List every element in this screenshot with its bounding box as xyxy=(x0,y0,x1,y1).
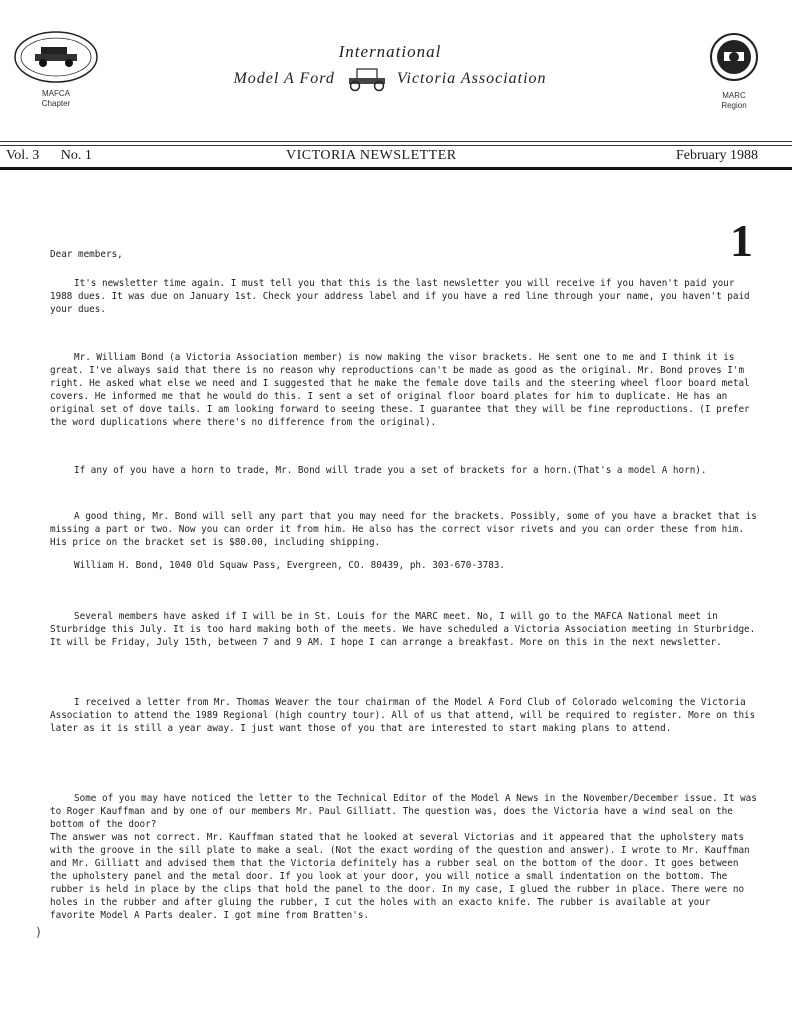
marc-emblem-icon xyxy=(709,30,759,86)
salutation xyxy=(50,248,758,261)
paragraph: It's newsletter time again. I must tell you that this is the last newsletter you will receive if you haven't paid your 1988 dues. It was due on January 1st. Check your address label and if you have a red line through your name, you haven't paid your dues. xyxy=(50,278,750,315)
margin-bracket-mark: ) xyxy=(36,925,41,939)
marc-logo xyxy=(686,30,782,111)
paragraph-dues xyxy=(50,277,758,316)
salutation-text: Dear members, xyxy=(50,249,123,260)
page-number: 1 xyxy=(730,215,753,266)
paragraph: Some of you may have noticed the letter to the Technical Editor of the Model A News in the November/December issue. It was to Roger Kauffman and by one of our members Mr. Paul Gilliatt. The question was, does the Victoria have a wind seal on the bottom of the door? xyxy=(50,793,757,830)
paragraph: Several members have asked if I will be in St. Louis for the MARC meet. No, I will go to the MAFCA National meet in Sturbridge this July. It is too hard making both of the meets. We have scheduled a Victoria Association meeting in Sturbridge. It will be Friday, July 15th, between 7 and 9 AM. I hope I can arrange a breakfast. More on this in the next newsletter. xyxy=(50,611,756,648)
association-title xyxy=(180,42,600,92)
title-line-2-right: Victoria Association xyxy=(396,70,547,87)
newsletter-title: VICTORIA NEWSLETTER xyxy=(286,148,457,163)
paragraph: Mr. William Bond (a Victoria Association member) is now making the visor brackets. He sent one to me and I think it is great. I've always said that there is no reason why reproductions can't be made as good as the original. Mr. Bond proves I'm right. He asked what else we need and I suggested that he make the female dove tails and the steering wheel floor board metal covers. He informed me that he would do this. I sent a set of original floor board plates for him to duplicate. He has an original set of dove tails. I am looking forward to seeing these. I guarantee that they will be fine reproductions. (I prefer the word duplications where there's no difference from the original). xyxy=(50,352,750,428)
car-emblem-icon xyxy=(13,30,99,84)
paragraph-regional-tour xyxy=(50,696,758,735)
right-logo-caption-2: Region xyxy=(721,101,747,110)
header-rule-top xyxy=(0,141,792,142)
paragraph: I received a letter from Mr. Thomas Weaver the tour chairman of the Model A Ford Club of Colorado welcoming the Victoria Association to attend the 1989 Regional (high country tour). All of us that attend, will be required to register. More on this later as it is still a year away. I just want those of you that are interested to start making plans to attend. xyxy=(50,697,756,734)
paragraph-visor-brackets xyxy=(50,351,758,429)
left-logo-caption-2: Chapter xyxy=(41,99,71,108)
issue-number: No. 1 xyxy=(60,148,92,163)
title-line-2-left: Model A Ford xyxy=(233,70,335,87)
paragraph-technical-editor xyxy=(50,792,758,922)
issue-date: February 1988 xyxy=(675,148,758,163)
left-logo-caption-1: MAFCA xyxy=(42,89,70,98)
paragraph-horn-trade xyxy=(50,464,758,477)
paragraph: William H. Bond, 1040 Old Squaw Pass, Evergreen, CO. 80439, ph. 303-670-3783. xyxy=(74,560,505,571)
header-rule-bottom xyxy=(0,167,792,170)
masthead xyxy=(6,146,758,166)
paragraph: If any of you have a horn to trade, Mr. Bond will trade you a set of brackets for a horn.(That's a model A horn). xyxy=(74,465,707,476)
paragraph-address xyxy=(50,559,758,572)
volume-label: Vol. 3 xyxy=(6,148,40,163)
mafca-logo xyxy=(8,30,104,109)
paragraph: A good thing, Mr. Bond will sell any part that you may need for the brackets. Possibly, some of you have a bracket that is missing a part or two. Now you can order it from him. He also has the correct visor rivets and you can order these from him. His price on the bracket set is $80.00, including shipping. xyxy=(50,511,757,548)
right-logo-caption-1: MARC xyxy=(722,91,746,100)
title-line-1: International xyxy=(338,42,442,61)
paragraph-meets xyxy=(50,610,758,649)
paragraph-parts xyxy=(50,510,758,549)
victoria-car-icon xyxy=(343,66,389,92)
paragraph: The answer was not correct. Mr. Kauffman stated that he looked at several Victorias and it appeared that the upholstery mats with the groove in the sill plate to make a seal. (Not the exact wording of the question and answer). I wrote to Mr. Kauffman and Mr. Gilliatt and advised them that the Victoria definitely has a rubber seal on the bottom of the door. It goes between the upholstery panel and the metal door. If you look at your door, you will notice a small indentation on the bottom. The rubber is held in place by the clips that hold the panel to the door. In my case, I glued the rubber in place. There were no holes in the rubber and after gluing the rubber, I cut the holes with an exacto knife. The rubber is available at your favorite Model A Parts dealer. I got mine from Bratten's. xyxy=(50,832,750,921)
